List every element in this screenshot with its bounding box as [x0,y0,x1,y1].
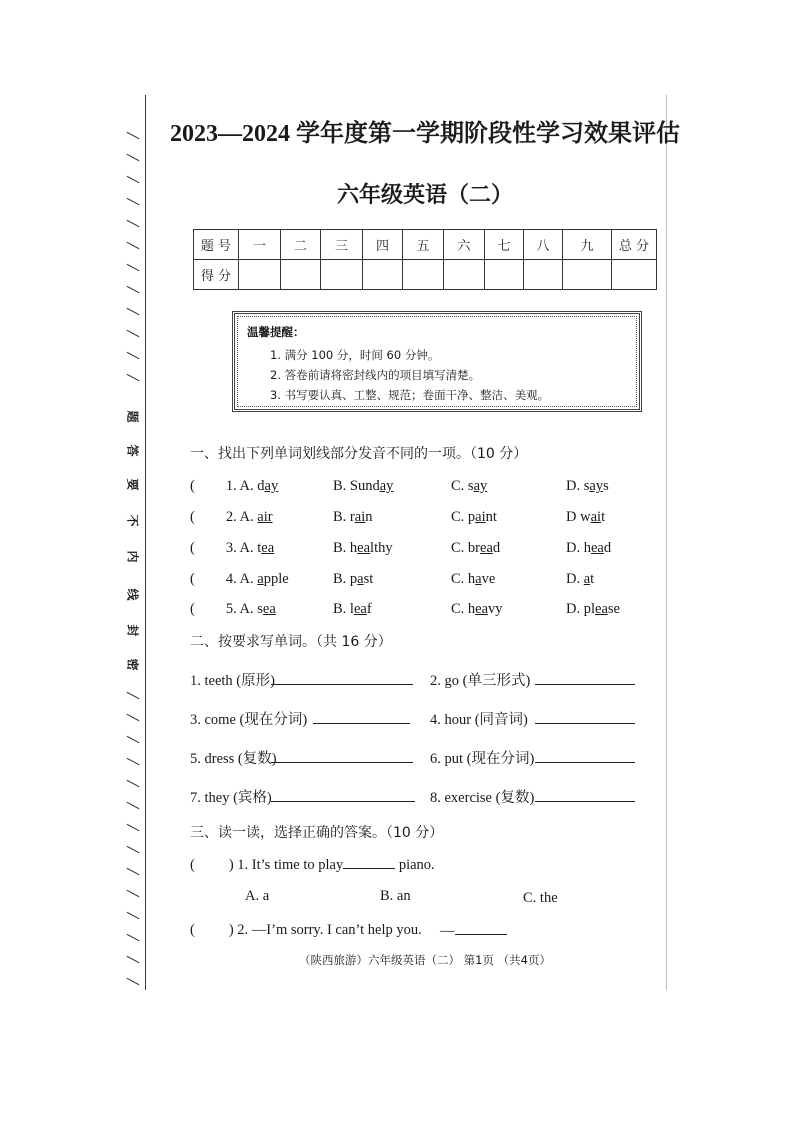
option-label: 4. A. [225,571,258,587]
option-label: D. [566,478,584,494]
option-label: C. [451,509,468,525]
question-3-1 [190,856,435,874]
word-task-label: 6. put (现在分词) [430,751,535,767]
word-task-label: 2. go (单三形式) [430,673,531,689]
underlined-part: ai [354,509,366,525]
word-suffix: d [492,540,501,556]
option-d [566,540,611,557]
option-label: D. [566,571,584,587]
option-label: C. [451,601,468,617]
col-3: 三 [321,230,363,260]
option-label: C. [451,478,468,494]
word-suffix: t [601,509,606,525]
option-b [333,601,372,618]
word-suffix: ve [481,571,496,587]
word-prefix: s [583,478,590,494]
word-task [190,669,275,690]
question-1-4 [190,571,289,588]
question-3-2 [190,922,422,939]
word-task-label: 3. come (现在分词) [190,712,308,728]
underlined-part: ay [379,478,394,494]
question-1-5 [190,601,276,618]
question-stem: ) 2. —I’m sorry. I can’t help you. [228,922,422,938]
underlined-part: ea [480,540,493,556]
binding-slash-mark [124,328,140,340]
word-prefix: w [580,509,591,525]
binding-slash-mark [124,778,140,790]
underlined-part: ea [595,601,608,617]
question-stem-end: piano. [395,857,435,873]
binding-slash-mark [124,372,140,384]
word-suffix: d [603,540,612,556]
reply-line [440,922,507,940]
binding-char: 线 [125,588,140,601]
underlined-part: ea [590,540,604,556]
word-task-label: 1. teeth (原形) [190,673,275,689]
option-label: 3. A. [225,540,258,556]
option-label: B. [333,571,350,587]
question-stem: ) 1. It’s time to play [228,857,344,873]
word-suffix: pple [263,571,289,587]
word-suffix: s [603,478,609,494]
answer-blank[interactable] [535,672,635,685]
option-label: B. [333,601,350,617]
binding-char: 内 [125,550,140,563]
binding-slash-mark [124,866,140,878]
answer-blank[interactable] [343,856,395,869]
answer-paren[interactable]: ( [190,540,195,556]
underlined-part: ay [473,478,488,494]
option-label: D [566,509,581,525]
option-d [566,571,594,588]
underlined-part: a [257,571,264,587]
answer-paren[interactable]: ( [190,857,195,873]
binding-slash-mark [124,690,140,702]
answer-blank[interactable] [271,750,413,763]
binding-slash-mark [124,844,140,856]
answer-paren[interactable]: ( [190,922,195,938]
answer-blank[interactable] [535,789,635,802]
option-label: B. [333,540,350,556]
option-b [333,540,393,557]
question-1-2 [190,509,273,526]
underlined-part: air [257,509,273,525]
exam-subtitle: 六年级英语（二） [336,182,513,207]
word-suffix: t [590,571,595,587]
answer-paren[interactable]: ( [190,509,195,525]
word-prefix: Sund [349,478,380,494]
word-prefix: d [257,478,265,494]
answer-blank[interactable] [271,789,415,802]
word-task-label: 7. they (宾格) [190,790,272,806]
score-cell[interactable] [321,260,363,290]
binding-char: 密 [125,658,140,671]
option-c [451,571,495,588]
option-label: B. [333,509,350,525]
seal-line-strip [118,120,148,990]
word-prefix: r [349,509,355,525]
option-c [451,509,497,526]
underlined-part: ea [357,540,371,556]
binding-slash-mark [124,262,140,274]
score-cell[interactable] [363,260,403,290]
binding-slash-mark [124,734,140,746]
option-label: 5. A. [225,601,258,617]
binding-slash-mark [124,306,140,318]
binding-slash-mark [124,240,140,252]
col-1: 一 [239,230,281,260]
answer-blank[interactable] [455,922,507,935]
word-prefix: p [349,571,358,587]
binding-slash-mark [124,756,140,768]
binding-slash-mark [124,910,140,922]
option-b [333,509,372,526]
binding-slash-mark [124,152,140,164]
option-c [451,478,487,495]
binding-char: 封 [125,624,140,637]
option-label: C. [451,540,468,556]
option-d [566,478,609,495]
word-suffix: f [366,601,372,617]
word-prefix: pl [583,601,596,617]
word-task-label: 4. hour (同音词) [430,712,528,728]
word-prefix: h [583,540,591,556]
binding-slash-mark [124,932,140,944]
col-7: 七 [485,230,524,260]
binding-slash-mark [124,174,140,186]
reply-dash: — [440,923,455,939]
score-cell[interactable] [612,260,657,290]
tip-item: 1. 满分 100 分，时间 60 分钟。 [270,348,440,362]
underlined-part: ea [261,540,275,556]
binding-slash-mark [124,800,140,812]
word-prefix: s [257,601,263,617]
word-task [430,708,528,729]
section-2-heading: 二、按要求写单词。（共 16 分） [190,634,392,650]
word-prefix: p [467,509,476,525]
option-label: 1. A. [225,478,258,494]
word-prefix: h [349,540,358,556]
score-table-header-row [194,230,657,260]
col-total: 总 分 [612,230,657,260]
word-task-label: 8. exercise (复数) [430,790,535,806]
option-a: A. a [245,888,270,904]
answer-paren[interactable]: ( [190,601,195,617]
option-label: 2. A. [225,509,258,525]
option-c [451,540,500,557]
col-5: 五 [403,230,444,260]
word-task [190,786,272,807]
underlined-part: a [475,571,482,587]
option-label: C. [451,571,468,587]
word-prefix: h [467,601,476,617]
word-prefix: s [467,478,474,494]
tips-title: 温馨提醒： [247,325,305,339]
underlined-part: a [583,571,591,587]
binding-char: 要 [125,478,140,491]
col-9: 九 [563,230,612,260]
binding-slash-mark [124,712,140,724]
word-prefix: l [349,601,354,617]
option-b [333,571,373,588]
binding-slash-mark [124,888,140,900]
underlined-part: ea [475,601,489,617]
word-task-label: 5. dress (复数) [190,751,277,767]
binding-char: 不 [125,514,140,527]
underlined-part: ay [589,478,604,494]
word-prefix: t [257,540,262,556]
binding-char: 答 [125,444,140,457]
option-label: B. [333,478,350,494]
word-prefix: h [467,571,476,587]
answer-paren[interactable]: ( [190,478,195,494]
answer-blank[interactable] [535,750,635,763]
binding-slash-mark [124,130,140,142]
score-cell[interactable] [239,260,281,290]
word-suffix: n [365,509,373,525]
col-2: 二 [281,230,321,260]
binding-slash-mark [124,196,140,208]
score-table [193,229,657,290]
answer-blank[interactable] [271,672,413,685]
answer-blank[interactable] [535,711,635,724]
word-prefix: br [467,540,481,556]
tip-item: 3. 书写要认真、工整、规范；卷面干净、整洁、美观。 [270,388,550,402]
underlined-part: a [357,571,364,587]
option-c [451,601,503,618]
tips-box [232,311,642,412]
option-label: D. [566,540,584,556]
exam-title: 2023—2024 学年度第一学期阶段性学习效果评估 [170,121,680,147]
page-footer: （陕西旅游）六年级英语（二） 第1页 （共4页） [299,953,551,967]
underlined-part: ay [264,478,279,494]
option-c: C. the [523,890,558,906]
word-task [430,786,534,807]
option-label: D. [566,601,584,617]
question-1-1 [190,478,278,495]
score-cell[interactable] [563,260,612,290]
option-d [566,601,620,618]
word-suffix: vy [488,601,503,617]
underlined-part: ea [353,601,367,617]
binding-slash-mark [124,976,140,988]
word-task [190,708,307,729]
underlined-part: ai [475,509,486,525]
score-cell[interactable] [403,260,444,290]
underlined-part: ai [590,509,602,525]
section-3-heading: 三、读一读，选择正确的答案。（10 分） [190,825,444,841]
binding-slash-mark [124,822,140,834]
word-suffix: se [607,601,620,617]
row-header-score: 得 分 [194,260,239,290]
score-cell[interactable] [485,260,524,290]
binding-slash-mark [124,218,140,230]
page-border [666,95,667,990]
word-task [430,747,534,768]
binding-slash-mark [124,350,140,362]
col-8: 八 [524,230,563,260]
option-d [566,509,605,526]
score-cell[interactable] [281,260,321,290]
tip-item: 2. 答卷前请将密封线内的项目填写清楚。 [270,368,481,382]
score-table-score-row [194,260,657,290]
word-suffix: nt [485,509,497,525]
binding-slash-mark [124,284,140,296]
question-1-3 [190,540,274,557]
binding-slash-mark [124,954,140,966]
binding-char: 题 [125,410,140,423]
word-suffix: st [363,571,374,587]
word-suffix: lthy [370,540,393,556]
col-4: 四 [363,230,403,260]
word-task [190,747,277,768]
answer-paren[interactable]: ( [190,571,195,587]
score-cell[interactable] [524,260,563,290]
row-header-question: 题 号 [194,230,239,260]
option-b: B. an [380,888,411,904]
answer-blank[interactable] [313,711,410,724]
underlined-part: ea [262,601,276,617]
section-1-heading: 一、找出下列单词划线部分发音不同的一项。（10 分） [190,446,528,462]
score-cell[interactable] [444,260,485,290]
word-task [430,669,530,690]
option-b [333,478,393,495]
col-6: 六 [444,230,485,260]
